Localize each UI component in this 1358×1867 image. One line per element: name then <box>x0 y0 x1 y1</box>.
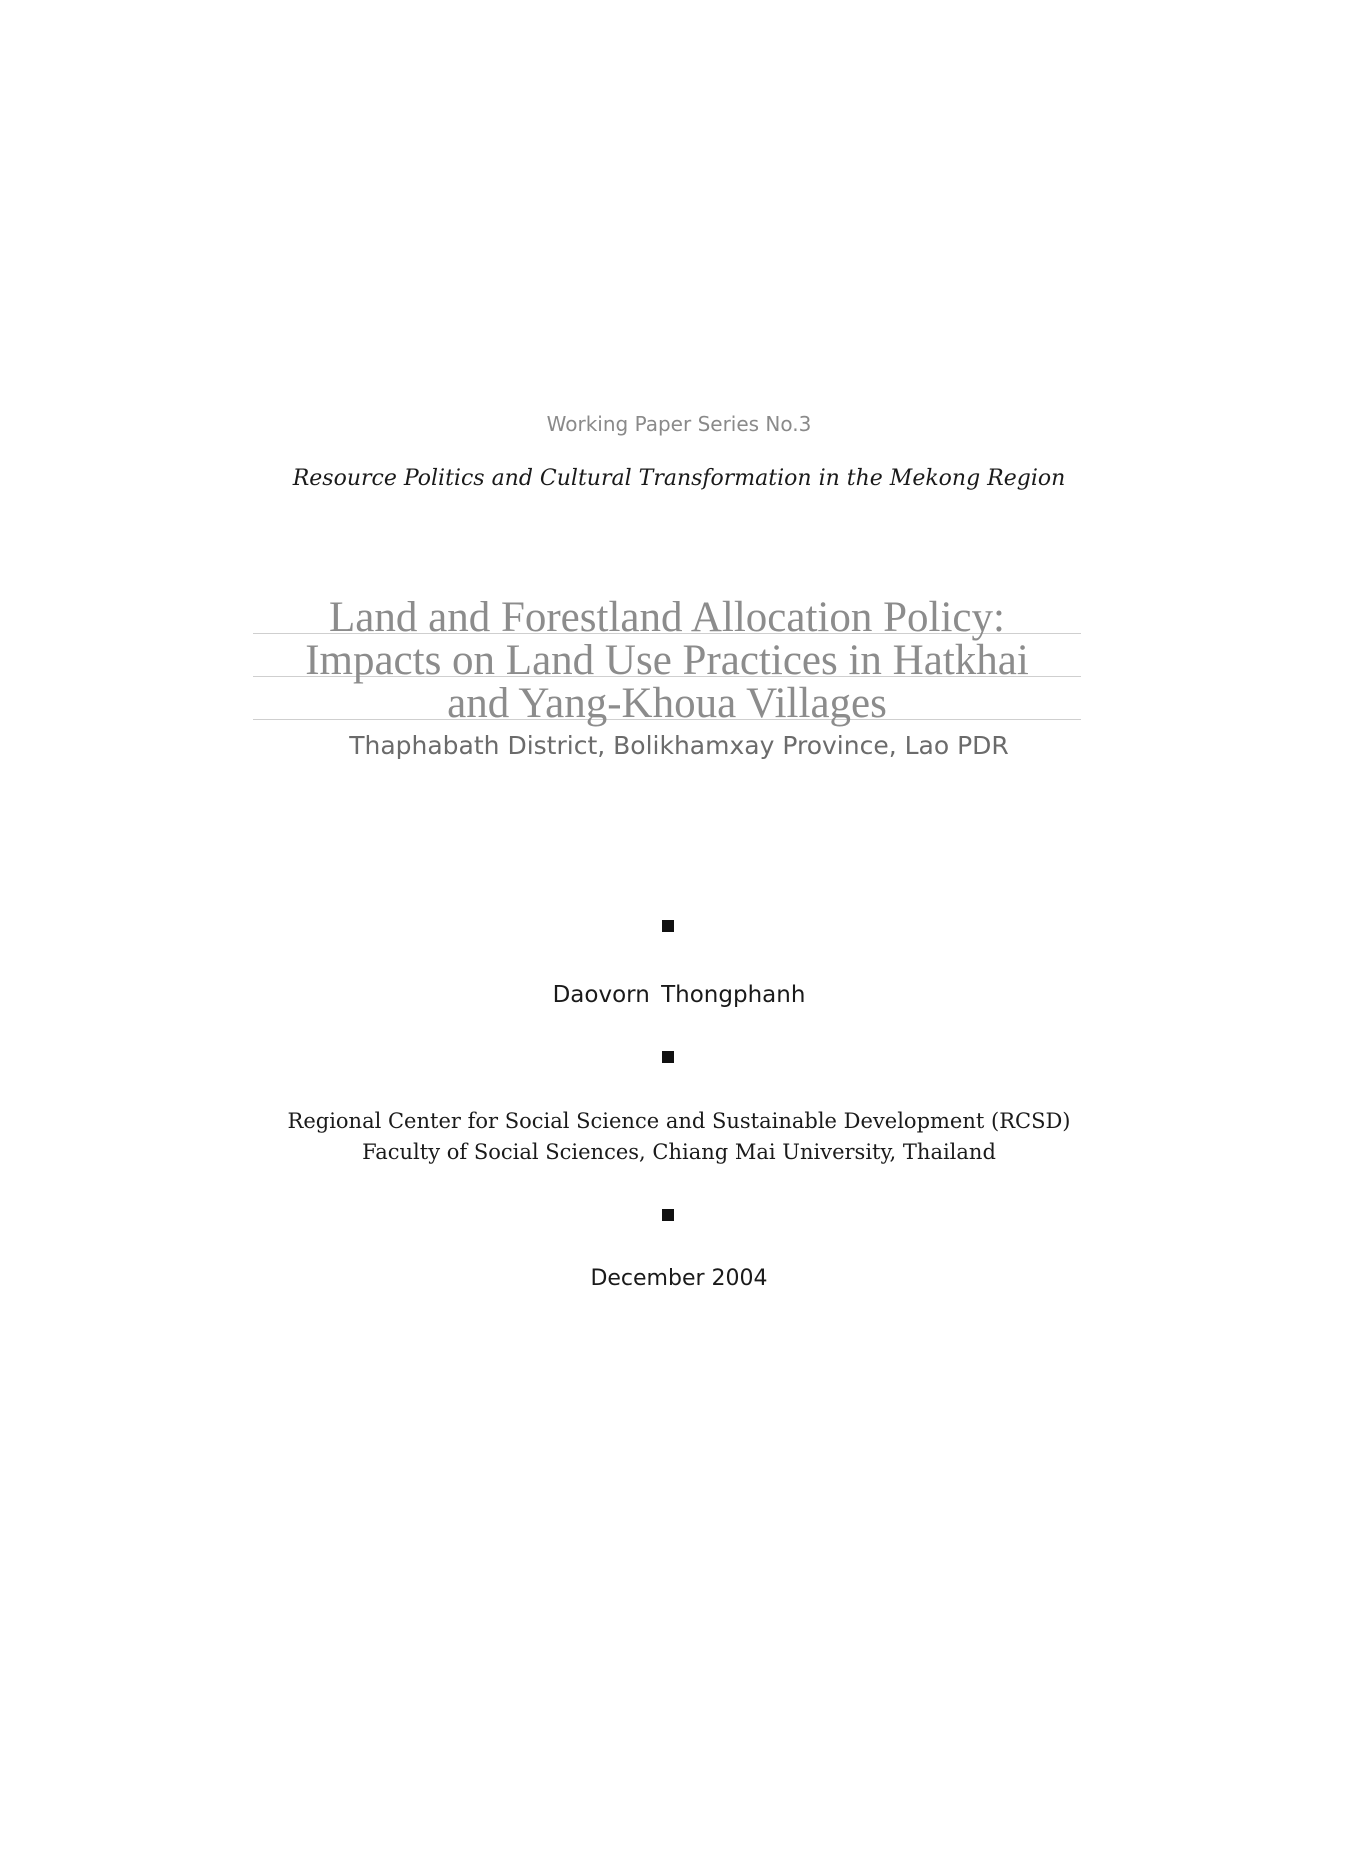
author-name: Daovorn Thongphanh <box>552 982 806 1008</box>
square-bullet-icon <box>662 1051 674 1063</box>
title-line-3: and Yang-Khoua Villages <box>447 680 887 727</box>
location-subtitle: Thaphabath District, Bolikhamxay Province, Lao PDR <box>349 731 1009 760</box>
square-bullet-icon <box>662 920 674 932</box>
publication-date: December 2004 <box>590 1266 768 1291</box>
series-label: Working Paper Series No.3 <box>546 412 812 436</box>
institution-line-1: Regional Center for Social Science and Sustainable Development (RCSD) <box>287 1109 1071 1133</box>
title-block <box>253 596 1081 726</box>
square-bullet-icon <box>662 1209 674 1221</box>
subseries-title: Resource Politics and Cultural Transformation in the Mekong Region <box>292 466 1066 491</box>
title-line-2: Impacts on Land Use Practices in Hatkhai <box>305 637 1029 684</box>
institution-line-2: Faculty of Social Sciences, Chiang Mai University, Thailand <box>362 1140 996 1164</box>
title-line-1: Land and Forestland Allocation Policy: <box>329 594 1005 641</box>
